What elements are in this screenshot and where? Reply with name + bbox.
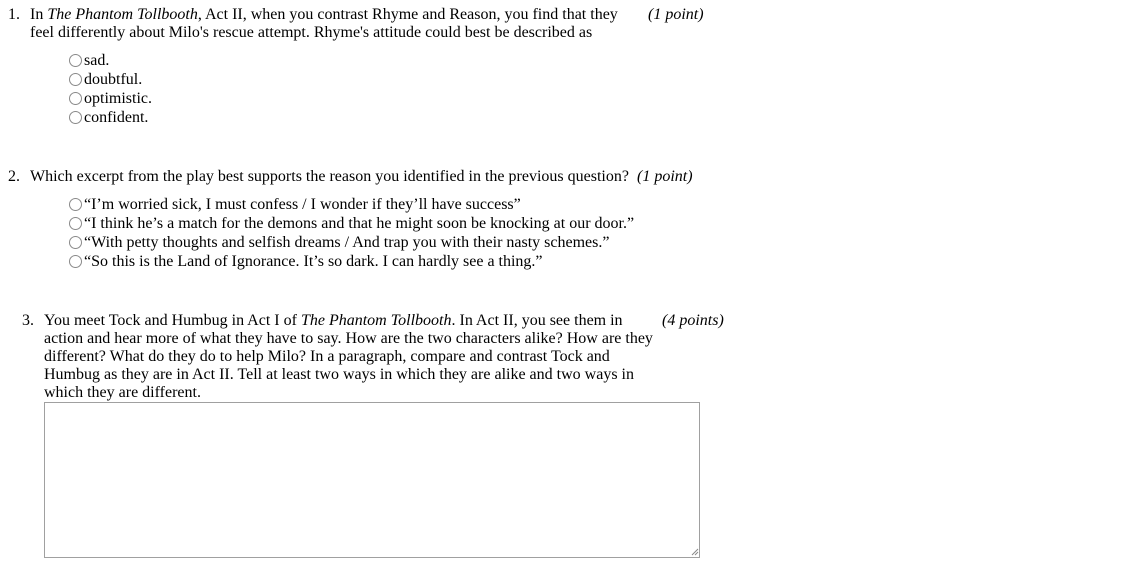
radio-button[interactable]: [69, 217, 82, 230]
option-label: “I’m worried sick, I must confess / I wonder if they’ll have success”: [84, 195, 521, 213]
option-label: optimistic.: [84, 89, 152, 107]
option-label: “With petty thoughts and selfish dreams / And trap you with their nasty schemes.”: [84, 233, 610, 251]
radio-button[interactable]: [69, 54, 82, 67]
question-2-text: Which excerpt from the play best supports the reason you identified in the previous question?: [30, 168, 629, 185]
question-1-options: [69, 51, 152, 127]
radio-button[interactable]: [69, 198, 82, 211]
question-3-text-after: . In Act II, you see them in action and hear more of what they have to say. How are the two characters alike? How are they different? What do they do to help Milo? In a paragraph, compare and contrast Tock and Humbug as they are in Act II. Tell at least two ways in which they are alike and two ways in which they are different.: [44, 312, 653, 401]
question-1-book-title: The Phantom Tollbooth: [47, 6, 198, 23]
question-1-points: (1 point): [648, 6, 704, 23]
question-2-points: (1 point): [637, 168, 693, 185]
question-1-text-before: In: [30, 6, 48, 23]
question-2-option-a[interactable]: [69, 195, 634, 214]
question-3: [14, 312, 734, 562]
radio-button[interactable]: [69, 111, 82, 124]
question-2-number: 2.: [8, 168, 20, 185]
question-2-options: [69, 195, 634, 271]
question-3-text-before: You meet Tock and Humbug in Act I of: [44, 312, 301, 329]
resize-handle-icon[interactable]: [691, 548, 699, 556]
question-3-number: 3.: [22, 312, 34, 329]
option-label: doubtful.: [84, 70, 143, 88]
radio-button[interactable]: [69, 255, 82, 268]
question-1-option-b[interactable]: [69, 70, 152, 89]
question-3-book-title: The Phantom Tollbooth: [300, 312, 452, 329]
option-label: confident.: [84, 108, 149, 126]
question-1: [0, 6, 720, 136]
answer-textarea[interactable]: [44, 402, 700, 558]
question-1-option-a[interactable]: [69, 51, 152, 70]
option-label: “So this is the Land of Ignorance. It’s so dark. I can hardly see a thing.”: [84, 252, 543, 270]
question-1-number: 1.: [8, 6, 20, 23]
question-2-option-d[interactable]: [69, 252, 634, 271]
question-2-option-b[interactable]: [69, 214, 634, 233]
question-3-points: (4 points): [662, 312, 724, 329]
question-1-option-d[interactable]: [69, 108, 152, 127]
question-1-option-c[interactable]: [69, 89, 152, 108]
question-1-text: [30, 6, 626, 42]
question-2: [0, 168, 720, 278]
option-label: “I think he’s a match for the demons and that he might soon be knocking at our door.”: [84, 214, 635, 232]
option-label: sad.: [84, 51, 110, 69]
radio-button[interactable]: [69, 73, 82, 86]
radio-button[interactable]: [69, 236, 82, 249]
question-2-option-c[interactable]: [69, 233, 634, 252]
question-1-text-after: , Act II, when you contrast Rhyme and Reason, you find that they feel differently about Milo's rescue attempt. Rhyme's attitude could best be described as: [30, 6, 618, 41]
question-3-text: [44, 312, 656, 402]
radio-button[interactable]: [69, 92, 82, 105]
